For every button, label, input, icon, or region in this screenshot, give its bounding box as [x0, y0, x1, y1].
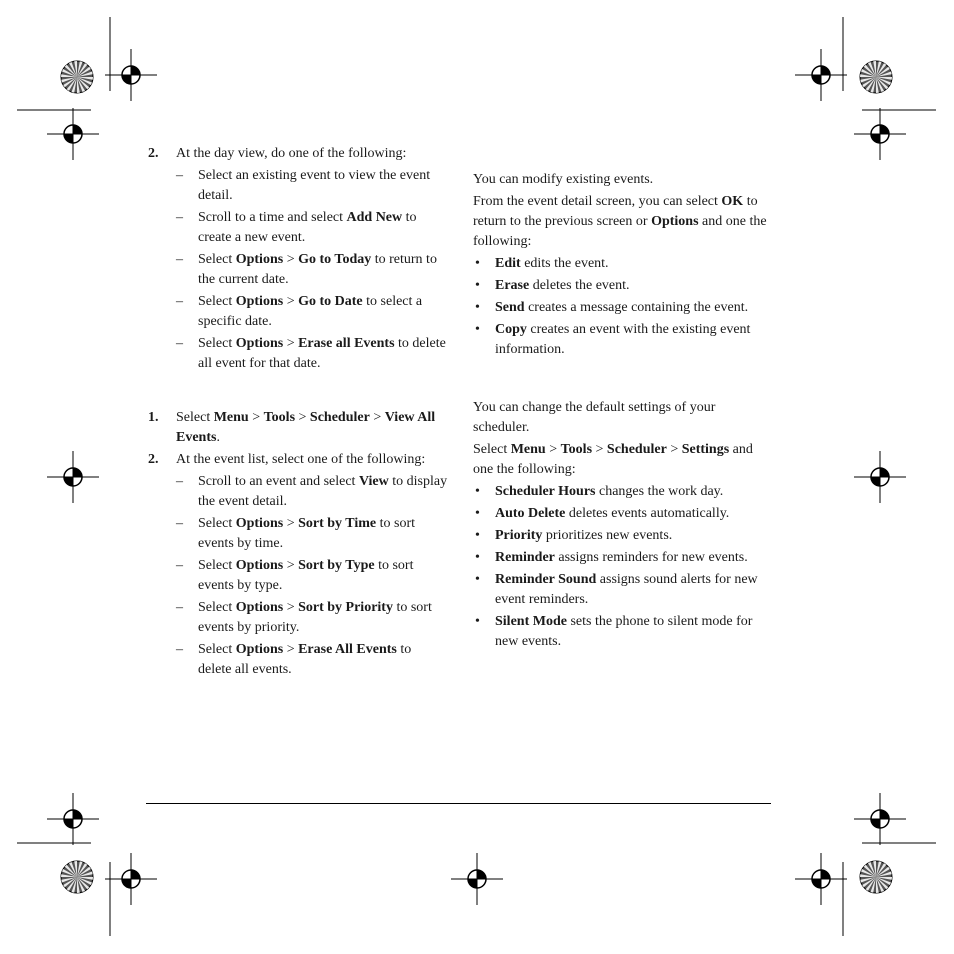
text-run: changes the work day. — [595, 484, 724, 499]
dash-marker: – — [176, 210, 183, 225]
text-run: Scroll to a time and select — [198, 210, 347, 225]
text-run: creates a message containing the event. — [524, 300, 749, 315]
text-run: Select an existing event to view the event detail. — [198, 168, 431, 203]
ui-term: Sort by Time — [298, 516, 377, 531]
text-run: to delete all events. — [198, 642, 412, 677]
ui-term: Auto Delete — [495, 506, 566, 521]
ui-term: Options — [235, 558, 284, 573]
text-run: > — [283, 294, 299, 309]
text-run: > — [283, 600, 299, 615]
text-run: Select — [198, 252, 236, 267]
ui-term: View All Events — [176, 410, 436, 445]
text-run: creates an event with the existing event information. — [495, 322, 751, 357]
bullet-marker: • — [475, 506, 480, 521]
ui-term: Reminder Sound — [495, 572, 597, 587]
text-run: Select — [198, 558, 236, 573]
text-run: > — [283, 558, 299, 573]
text-run: > — [592, 442, 607, 457]
text-run: Select — [198, 516, 236, 531]
text-run: to return to the previous screen or — [473, 194, 758, 229]
ui-term: Options — [235, 600, 284, 615]
ui-term: Edit — [495, 256, 521, 271]
bullet-marker: • — [475, 322, 480, 337]
ui-term: Menu — [213, 410, 249, 425]
ui-term: Priority — [495, 528, 543, 543]
text-run: assigns reminders for new events. — [554, 550, 748, 565]
ui-term: Tools — [263, 410, 296, 425]
dash-marker: – — [176, 294, 183, 309]
ui-term: OK — [721, 194, 744, 209]
registration-rosette-icon — [60, 60, 94, 94]
modify-intro: You can modify existing events. — [473, 172, 654, 187]
dash-marker: – — [176, 474, 183, 489]
ui-term: Silent Mode — [495, 614, 567, 629]
bullet-marker: • — [475, 550, 480, 565]
ui-term: Scheduler Hours — [495, 484, 596, 499]
text-run: Select — [198, 642, 236, 657]
dash-marker: – — [176, 600, 183, 615]
text-run: sets the phone to silent mode for new events. — [495, 614, 753, 649]
registration-rosette-icon — [60, 860, 94, 894]
text-run: Select — [198, 294, 236, 309]
ui-term: Go to Today — [298, 252, 372, 267]
registration-rosette-icon — [859, 60, 893, 94]
text-run: > — [295, 410, 310, 425]
text-run: and one the following: — [473, 214, 767, 249]
ui-term: Sort by Priority — [298, 600, 393, 615]
ui-term: Sort by Type — [298, 558, 375, 573]
bullet-marker: • — [475, 614, 480, 629]
step-number: 1. — [148, 410, 159, 425]
bullet-marker: • — [475, 572, 480, 587]
ui-term: Options — [235, 336, 284, 351]
text-run: Select — [198, 336, 236, 351]
text-run: > — [666, 442, 682, 457]
text-run: > — [283, 336, 299, 351]
ui-term: Erase — [495, 278, 530, 293]
text-run: to return to the current date. — [198, 252, 437, 287]
ui-term: Erase all Events — [298, 336, 395, 351]
text-run: > — [369, 410, 385, 425]
settings-intro: You can change the default settings of your scheduler. — [473, 400, 716, 435]
ui-term: Options — [235, 252, 284, 267]
ui-term: Scheduler — [309, 410, 370, 425]
text-run: Select — [176, 410, 214, 425]
dash-marker: – — [176, 516, 183, 531]
ui-term: Scheduler — [606, 442, 667, 457]
ui-term: Menu — [510, 442, 546, 457]
text-run: edits the event. — [520, 256, 609, 271]
dash-marker: – — [176, 558, 183, 573]
bullet-marker: • — [475, 484, 480, 499]
ui-term: Copy — [495, 322, 527, 337]
text-run: Select — [473, 442, 511, 457]
ui-term: View — [358, 474, 389, 489]
step-text: At the day view, do one of the following: — [176, 146, 407, 161]
text-run: prioritizes new events. — [542, 528, 673, 543]
ui-term: Erase All Events — [298, 642, 397, 657]
ui-term: Add New — [346, 210, 403, 225]
text-run: assigns sound alerts for new event reminders. — [495, 572, 758, 607]
text-run: to display the event detail. — [198, 474, 448, 509]
text-run: to create a new event. — [198, 210, 417, 245]
dash-marker: – — [176, 642, 183, 657]
ui-term: Options — [235, 294, 284, 309]
registration-rosette-icon — [859, 860, 893, 894]
bullet-marker: • — [475, 300, 480, 315]
ui-term: Go to Date — [298, 294, 363, 309]
text-run: to sort events by time. — [198, 516, 416, 551]
bullet-marker: • — [475, 528, 480, 543]
text-run: Select — [198, 600, 236, 615]
bullet-marker: • — [475, 256, 480, 271]
text-run: to delete all event for that date. — [198, 336, 446, 371]
dash-marker: – — [176, 336, 183, 351]
step-number: 2. — [148, 146, 159, 161]
dash-marker: – — [176, 252, 183, 267]
text-run: > — [283, 516, 299, 531]
text-run: deletes the event. — [529, 278, 630, 293]
step-number: 2. — [148, 452, 159, 467]
bullet-marker: • — [475, 278, 480, 293]
ui-term: Settings — [681, 442, 730, 457]
ui-term: Reminder — [495, 550, 555, 565]
text-run: > — [283, 252, 299, 267]
text-run: and one the following: — [473, 442, 753, 477]
ui-term: Options — [235, 516, 284, 531]
text-run: > — [248, 410, 264, 425]
text-run: deletes events automatically. — [565, 506, 730, 521]
text-run: to sort events by type. — [198, 558, 414, 593]
ui-term: Tools — [560, 442, 593, 457]
text-run: Scroll to an event and select — [198, 474, 359, 489]
text-run: to sort events by priority. — [198, 600, 432, 635]
ui-term: Options — [651, 214, 699, 229]
ui-term: Send — [495, 300, 525, 315]
dash-marker: – — [176, 168, 183, 183]
ui-term: Options — [235, 642, 284, 657]
text-run: From the event detail screen, you can select — [473, 194, 722, 209]
text-run: > — [545, 442, 561, 457]
text-run: . — [216, 430, 220, 445]
text-run: to select a specific date. — [198, 294, 423, 329]
step-text: At the event list, select one of the following: — [176, 452, 426, 467]
text-run: > — [283, 642, 299, 657]
